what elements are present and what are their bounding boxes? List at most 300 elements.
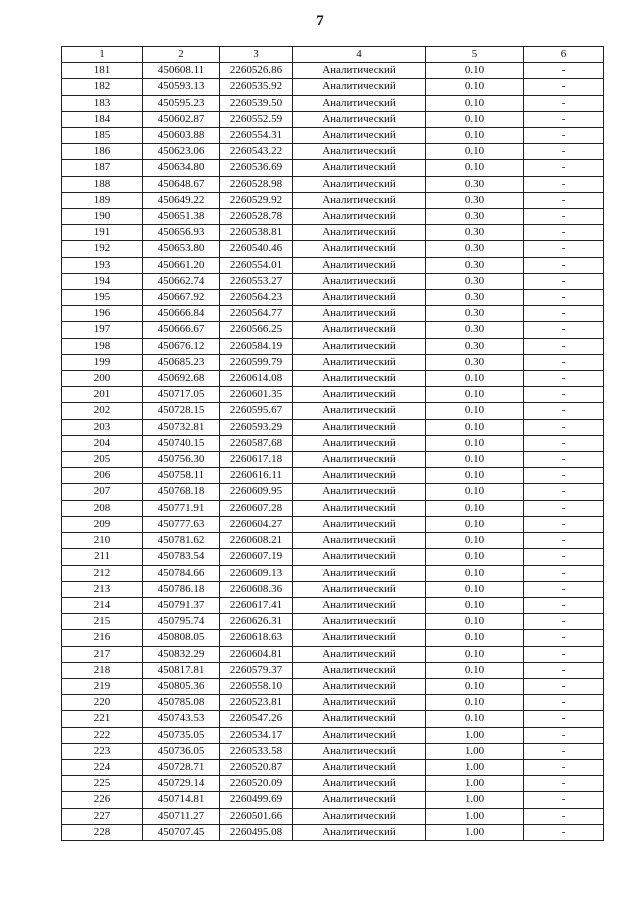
note-cell: - [524,630,604,646]
x-coordinate-cell: 450795.74 [143,614,220,630]
y-coordinate-cell: 2260538.81 [220,225,293,241]
x-coordinate-cell: 450623.06 [143,144,220,160]
method-cell: Аналитический [293,371,426,387]
table-row [62,95,604,111]
y-coordinate-cell: 2260552.59 [220,111,293,127]
error-cell: 0.10 [426,646,524,662]
point-number-cell: 201 [62,387,143,403]
method-cell: Аналитический [293,468,426,484]
y-coordinate-cell: 2260607.19 [220,549,293,565]
method-cell: Аналитический [293,646,426,662]
table-row [62,144,604,160]
table-row [62,403,604,419]
note-cell: - [524,306,604,322]
table-row [62,711,604,727]
error-cell: 0.10 [426,565,524,581]
error-cell: 1.00 [426,808,524,824]
table-row [62,306,604,322]
method-cell: Аналитический [293,662,426,678]
table-row [62,533,604,549]
header-cell: 2 [143,47,220,63]
point-number-cell: 205 [62,452,143,468]
point-number-cell: 192 [62,241,143,257]
y-coordinate-cell: 2260579.37 [220,662,293,678]
error-cell: 0.10 [426,419,524,435]
x-coordinate-cell: 450595.23 [143,95,220,111]
y-coordinate-cell: 2260587.68 [220,435,293,451]
table-row [62,678,604,694]
y-coordinate-cell: 2260533.58 [220,743,293,759]
method-cell: Аналитический [293,630,426,646]
method-cell: Аналитический [293,776,426,792]
method-cell: Аналитический [293,824,426,840]
method-cell: Аналитический [293,111,426,127]
note-cell: - [524,257,604,273]
error-cell: 0.30 [426,257,524,273]
x-coordinate-cell: 450676.12 [143,338,220,354]
point-number-cell: 200 [62,371,143,387]
error-cell: 0.30 [426,354,524,370]
y-coordinate-cell: 2260547.26 [220,711,293,727]
point-number-cell: 211 [62,549,143,565]
method-cell: Аналитический [293,484,426,500]
method-cell: Аналитический [293,500,426,516]
y-coordinate-cell: 2260558.10 [220,678,293,694]
note-cell: - [524,743,604,759]
x-coordinate-cell: 450758.11 [143,468,220,484]
x-coordinate-cell: 450732.81 [143,419,220,435]
error-cell: 1.00 [426,776,524,792]
x-coordinate-cell: 450808.05 [143,630,220,646]
error-cell: 0.10 [426,597,524,613]
point-number-cell: 196 [62,306,143,322]
note-cell: - [524,614,604,630]
y-coordinate-cell: 2260536.69 [220,160,293,176]
point-number-cell: 183 [62,95,143,111]
x-coordinate-cell: 450711.27 [143,808,220,824]
note-cell: - [524,128,604,144]
table-row [62,209,604,225]
note-cell: - [524,95,604,111]
error-cell: 0.10 [426,403,524,419]
point-number-cell: 206 [62,468,143,484]
y-coordinate-cell: 2260617.18 [220,452,293,468]
y-coordinate-cell: 2260608.36 [220,581,293,597]
table-row [62,549,604,565]
error-cell: 0.10 [426,79,524,95]
y-coordinate-cell: 2260609.95 [220,484,293,500]
x-coordinate-cell: 450736.05 [143,743,220,759]
note-cell: - [524,727,604,743]
y-coordinate-cell: 2260523.81 [220,695,293,711]
error-cell: 0.10 [426,484,524,500]
x-coordinate-cell: 450768.18 [143,484,220,500]
header-cell: 6 [524,47,604,63]
y-coordinate-cell: 2260604.27 [220,516,293,532]
method-cell: Аналитический [293,160,426,176]
table-row [62,727,604,743]
error-cell: 0.30 [426,192,524,208]
error-cell: 0.10 [426,468,524,484]
note-cell: - [524,144,604,160]
note-cell: - [524,662,604,678]
point-number-cell: 204 [62,435,143,451]
note-cell: - [524,290,604,306]
method-cell: Аналитический [293,225,426,241]
point-number-cell: 184 [62,111,143,127]
note-cell: - [524,273,604,289]
error-cell: 0.10 [426,662,524,678]
x-coordinate-cell: 450832.29 [143,646,220,662]
y-coordinate-cell: 2260566.25 [220,322,293,338]
table-row [62,257,604,273]
x-coordinate-cell: 450603.88 [143,128,220,144]
error-cell: 0.10 [426,516,524,532]
note-cell: - [524,500,604,516]
y-coordinate-cell: 2260499.69 [220,792,293,808]
x-coordinate-cell: 450608.11 [143,63,220,79]
y-coordinate-cell: 2260626.31 [220,614,293,630]
error-cell: 1.00 [426,824,524,840]
x-coordinate-cell: 450777.63 [143,516,220,532]
note-cell: - [524,549,604,565]
x-coordinate-cell: 450791.37 [143,597,220,613]
point-number-cell: 199 [62,354,143,370]
table-row [62,824,604,840]
method-cell: Аналитический [293,727,426,743]
point-number-cell: 215 [62,614,143,630]
note-cell: - [524,646,604,662]
method-cell: Аналитический [293,792,426,808]
method-cell: Аналитический [293,306,426,322]
point-number-cell: 224 [62,759,143,775]
table-row [62,808,604,824]
point-number-cell: 182 [62,79,143,95]
point-number-cell: 195 [62,290,143,306]
method-cell: Аналитический [293,192,426,208]
x-coordinate-cell: 450743.53 [143,711,220,727]
x-coordinate-cell: 450656.93 [143,225,220,241]
y-coordinate-cell: 2260526.86 [220,63,293,79]
y-coordinate-cell: 2260554.31 [220,128,293,144]
point-number-cell: 194 [62,273,143,289]
table-row [62,695,604,711]
method-cell: Аналитический [293,435,426,451]
y-coordinate-cell: 2260528.98 [220,176,293,192]
x-coordinate-cell: 450717.05 [143,387,220,403]
table-row [62,290,604,306]
error-cell: 0.10 [426,500,524,516]
note-cell: - [524,63,604,79]
point-number-cell: 220 [62,695,143,711]
note-cell: - [524,338,604,354]
error-cell: 1.00 [426,743,524,759]
note-cell: - [524,678,604,694]
method-cell: Аналитический [293,516,426,532]
x-coordinate-cell: 450740.15 [143,435,220,451]
y-coordinate-cell: 2260614.08 [220,371,293,387]
y-coordinate-cell: 2260618.63 [220,630,293,646]
point-number-cell: 188 [62,176,143,192]
table-row [62,500,604,516]
x-coordinate-cell: 450729.14 [143,776,220,792]
note-cell: - [524,711,604,727]
note-cell: - [524,419,604,435]
error-cell: 1.00 [426,792,524,808]
table-row [62,597,604,613]
method-cell: Аналитический [293,581,426,597]
method-cell: Аналитический [293,565,426,581]
table-row [62,759,604,775]
method-cell: Аналитический [293,419,426,435]
x-coordinate-cell: 450785.08 [143,695,220,711]
point-number-cell: 226 [62,792,143,808]
method-cell: Аналитический [293,209,426,225]
table-row [62,435,604,451]
note-cell: - [524,209,604,225]
x-coordinate-cell: 450783.54 [143,549,220,565]
point-number-cell: 185 [62,128,143,144]
method-cell: Аналитический [293,452,426,468]
x-coordinate-cell: 450602.87 [143,111,220,127]
table-row [62,176,604,192]
y-coordinate-cell: 2260543.22 [220,144,293,160]
y-coordinate-cell: 2260601.35 [220,387,293,403]
table-row [62,792,604,808]
x-coordinate-cell: 450653.80 [143,241,220,257]
coordinates-table [61,46,604,841]
method-cell: Аналитический [293,144,426,160]
x-coordinate-cell: 450661.20 [143,257,220,273]
error-cell: 0.30 [426,209,524,225]
table-row [62,516,604,532]
y-coordinate-cell: 2260564.77 [220,306,293,322]
note-cell: - [524,824,604,840]
y-coordinate-cell: 2260520.87 [220,759,293,775]
note-cell: - [524,176,604,192]
header-cell: 3 [220,47,293,63]
error-cell: 1.00 [426,727,524,743]
error-cell: 0.10 [426,614,524,630]
point-number-cell: 202 [62,403,143,419]
table-row [62,225,604,241]
x-coordinate-cell: 450735.05 [143,727,220,743]
table-row [62,128,604,144]
note-cell: - [524,565,604,581]
error-cell: 0.10 [426,711,524,727]
point-number-cell: 227 [62,808,143,824]
table-row [62,354,604,370]
x-coordinate-cell: 450651.38 [143,209,220,225]
y-coordinate-cell: 2260554.01 [220,257,293,273]
x-coordinate-cell: 450756.30 [143,452,220,468]
point-number-cell: 218 [62,662,143,678]
x-coordinate-cell: 450648.67 [143,176,220,192]
method-cell: Аналитический [293,290,426,306]
error-cell: 1.00 [426,759,524,775]
point-number-cell: 208 [62,500,143,516]
method-cell: Аналитический [293,614,426,630]
note-cell: - [524,695,604,711]
y-coordinate-cell: 2260607.28 [220,500,293,516]
note-cell: - [524,808,604,824]
point-number-cell: 186 [62,144,143,160]
x-coordinate-cell: 450728.15 [143,403,220,419]
error-cell: 0.30 [426,306,524,322]
method-cell: Аналитический [293,549,426,565]
y-coordinate-cell: 2260520.09 [220,776,293,792]
point-number-cell: 225 [62,776,143,792]
error-cell: 0.10 [426,549,524,565]
x-coordinate-cell: 450784.66 [143,565,220,581]
y-coordinate-cell: 2260529.92 [220,192,293,208]
point-number-cell: 187 [62,160,143,176]
note-cell: - [524,759,604,775]
header-cell: 4 [293,47,426,63]
x-coordinate-cell: 450786.18 [143,581,220,597]
y-coordinate-cell: 2260535.92 [220,79,293,95]
error-cell: 0.10 [426,160,524,176]
note-cell: - [524,516,604,532]
point-number-cell: 203 [62,419,143,435]
table-row [62,743,604,759]
y-coordinate-cell: 2260528.78 [220,209,293,225]
method-cell: Аналитический [293,403,426,419]
error-cell: 0.10 [426,695,524,711]
x-coordinate-cell: 450667.92 [143,290,220,306]
x-coordinate-cell: 450649.22 [143,192,220,208]
x-coordinate-cell: 450685.23 [143,354,220,370]
note-cell: - [524,241,604,257]
method-cell: Аналитический [293,176,426,192]
point-number-cell: 191 [62,225,143,241]
note-cell: - [524,79,604,95]
error-cell: 0.10 [426,371,524,387]
note-cell: - [524,468,604,484]
x-coordinate-cell: 450634.80 [143,160,220,176]
error-cell: 0.30 [426,338,524,354]
table-row [62,192,604,208]
x-coordinate-cell: 450666.67 [143,322,220,338]
point-number-cell: 181 [62,63,143,79]
table-row [62,614,604,630]
note-cell: - [524,435,604,451]
table-row [62,419,604,435]
table-row [62,322,604,338]
header-cell: 1 [62,47,143,63]
method-cell: Аналитический [293,128,426,144]
error-cell: 0.10 [426,435,524,451]
point-number-cell: 189 [62,192,143,208]
x-coordinate-cell: 450666.84 [143,306,220,322]
point-number-cell: 221 [62,711,143,727]
error-cell: 0.10 [426,95,524,111]
table-row [62,79,604,95]
error-cell: 0.10 [426,630,524,646]
y-coordinate-cell: 2260604.81 [220,646,293,662]
y-coordinate-cell: 2260584.19 [220,338,293,354]
point-number-cell: 219 [62,678,143,694]
x-coordinate-cell: 450781.62 [143,533,220,549]
x-coordinate-cell: 450805.36 [143,678,220,694]
point-number-cell: 216 [62,630,143,646]
point-number-cell: 197 [62,322,143,338]
x-coordinate-cell: 450771.91 [143,500,220,516]
method-cell: Аналитический [293,322,426,338]
y-coordinate-cell: 2260616.11 [220,468,293,484]
point-number-cell: 193 [62,257,143,273]
y-coordinate-cell: 2260599.79 [220,354,293,370]
y-coordinate-cell: 2260540.46 [220,241,293,257]
method-cell: Аналитический [293,695,426,711]
y-coordinate-cell: 2260495.08 [220,824,293,840]
point-number-cell: 222 [62,727,143,743]
method-cell: Аналитический [293,354,426,370]
method-cell: Аналитический [293,759,426,775]
error-cell: 0.10 [426,111,524,127]
note-cell: - [524,403,604,419]
error-cell: 0.30 [426,290,524,306]
point-number-cell: 190 [62,209,143,225]
y-coordinate-cell: 2260617.41 [220,597,293,613]
table-row [62,371,604,387]
error-cell: 0.10 [426,144,524,160]
note-cell: - [524,581,604,597]
note-cell: - [524,452,604,468]
y-coordinate-cell: 2260609.13 [220,565,293,581]
x-coordinate-cell: 450707.45 [143,824,220,840]
point-number-cell: 207 [62,484,143,500]
y-coordinate-cell: 2260608.21 [220,533,293,549]
note-cell: - [524,776,604,792]
x-coordinate-cell: 450714.81 [143,792,220,808]
header-cell: 5 [426,47,524,63]
table-row [62,581,604,597]
method-cell: Аналитический [293,79,426,95]
point-number-cell: 223 [62,743,143,759]
table-row [62,63,604,79]
y-coordinate-cell: 2260539.50 [220,95,293,111]
error-cell: 0.10 [426,387,524,403]
y-coordinate-cell: 2260534.17 [220,727,293,743]
error-cell: 0.10 [426,678,524,694]
error-cell: 0.10 [426,63,524,79]
note-cell: - [524,387,604,403]
error-cell: 0.30 [426,241,524,257]
table-row [62,646,604,662]
point-number-cell: 209 [62,516,143,532]
error-cell: 0.10 [426,128,524,144]
error-cell: 0.10 [426,533,524,549]
y-coordinate-cell: 2260593.29 [220,419,293,435]
method-cell: Аналитический [293,711,426,727]
y-coordinate-cell: 2260595.67 [220,403,293,419]
page-number: 7 [316,13,324,29]
table-row [62,468,604,484]
table-row [62,387,604,403]
method-cell: Аналитический [293,338,426,354]
error-cell: 0.30 [426,225,524,241]
point-number-cell: 228 [62,824,143,840]
table-row [62,111,604,127]
error-cell: 0.30 [426,176,524,192]
y-coordinate-cell: 2260553.27 [220,273,293,289]
method-cell: Аналитический [293,241,426,257]
note-cell: - [524,225,604,241]
x-coordinate-cell: 450728.71 [143,759,220,775]
note-cell: - [524,371,604,387]
note-cell: - [524,533,604,549]
